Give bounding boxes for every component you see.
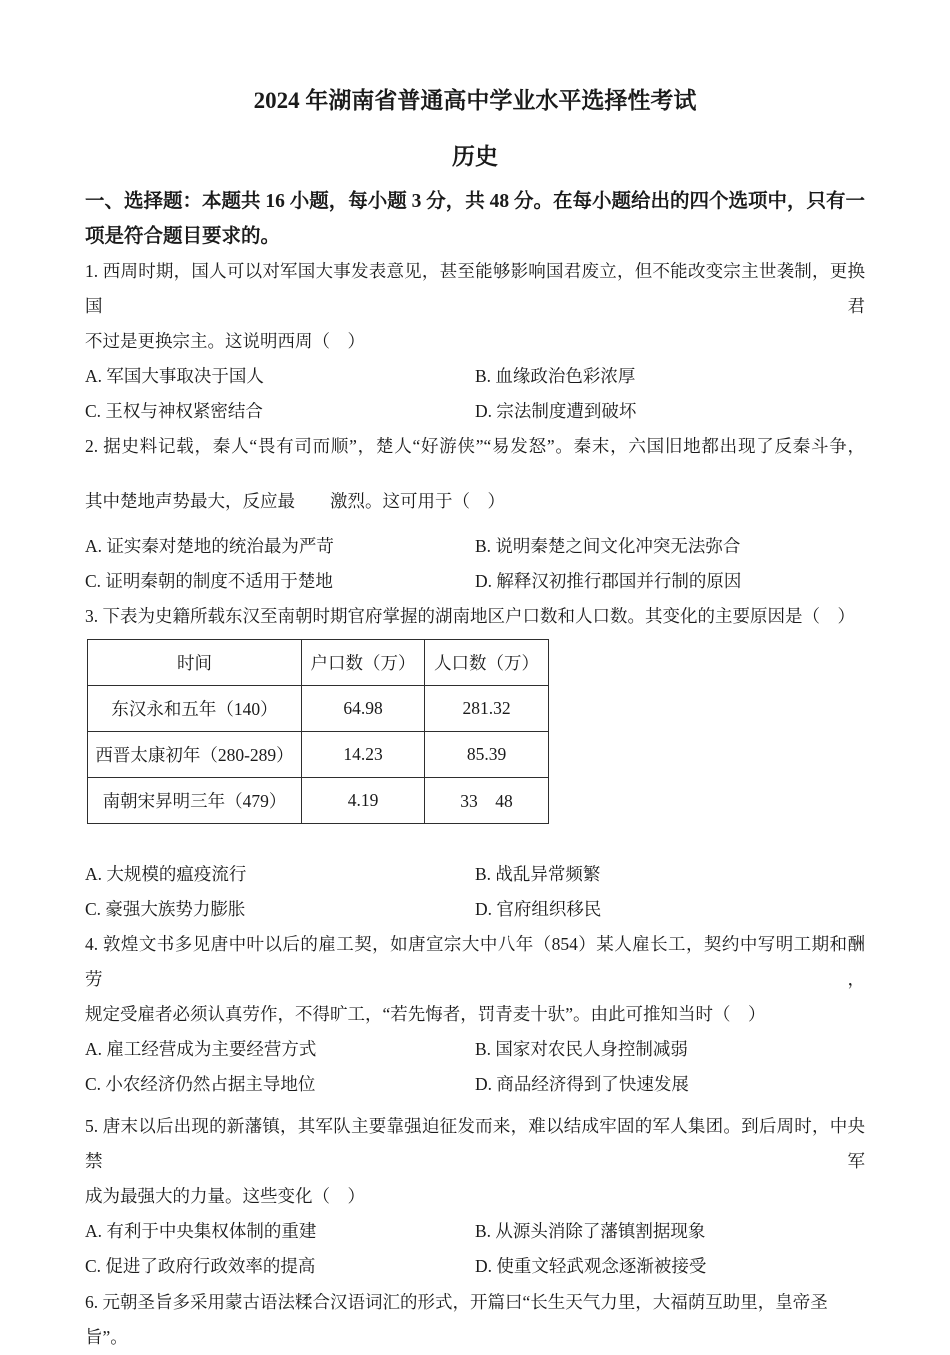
question-4-option-d: D. 商品经济得到了快速发展 bbox=[475, 1074, 689, 1094]
question-6 bbox=[85, 1285, 865, 1355]
question-2-stem-line-1: 2. 据史料记载，秦人“畏有司而顺”，楚人“好游侠”“易发怒”。秦末，六国旧地都出现了反秦斗争， bbox=[85, 436, 865, 456]
question-1-stem-line-2: 不过是更换宗主。这说明西周（ ） bbox=[85, 331, 365, 351]
exam-subject: 历史 bbox=[452, 144, 498, 169]
question-5-option-b: B. 从源头消除了藩镇割据现象 bbox=[475, 1221, 706, 1241]
question-3 bbox=[85, 599, 865, 927]
question-3-option-b: B. 战乱异常频繁 bbox=[475, 864, 601, 884]
table-cell-population-3: 33 48 bbox=[425, 778, 549, 824]
table-cell-period-1: 东汉永和五年（140） bbox=[88, 686, 302, 732]
section-header: 一、选择题：本题共 16 小题，每小题 3 分，共 48 分。在每小题给出的四个选项中，只有一项是符合题目要求的。 bbox=[85, 191, 866, 247]
question-3-options-row-1 bbox=[85, 857, 865, 892]
question-4-option-a: A. 雇工经营成为主要经营方式 bbox=[85, 1039, 317, 1059]
question-1-option-b: B. 血缘政治色彩浓厚 bbox=[475, 366, 636, 386]
question-5-option-a: A. 有利于中央集权体制的重建 bbox=[85, 1221, 317, 1241]
question-1 bbox=[85, 254, 865, 429]
question-4-option-b: B. 国家对农民人身控制减弱 bbox=[475, 1039, 688, 1059]
table-cell-population-1: 281.32 bbox=[425, 686, 549, 732]
question-4-stem-line-1: 4. 敦煌文书多见唐中叶以后的雇工契，如唐宣宗大中八年（854）某人雇长工，契约中写明工期和酬劳， bbox=[85, 934, 865, 989]
table-header-time: 时间 bbox=[88, 640, 302, 686]
question-5-options-row-1 bbox=[85, 1214, 865, 1249]
question-3-option-c: C. 豪强大族势力膨胀 bbox=[85, 899, 246, 919]
question-1-options-row-1 bbox=[85, 359, 865, 394]
question-4-options bbox=[85, 1032, 865, 1102]
question-1-options bbox=[85, 359, 865, 429]
table-row bbox=[88, 732, 549, 778]
table-cell-period-3: 南朝宋昇明三年（479） bbox=[88, 778, 302, 824]
question-4-options-row-2 bbox=[85, 1067, 865, 1102]
population-table bbox=[87, 639, 549, 824]
question-2 bbox=[85, 429, 865, 599]
question-4-option-c: C. 小农经济仍然占据主导地位 bbox=[85, 1074, 316, 1094]
question-1-option-d: D. 宗法制度遭到破坏 bbox=[475, 401, 637, 421]
question-5-stem-line-1: 5. 唐末以后出现的新藩镇，其军队主要靠强迫征发而来，难以结成牢固的军人集团。到后周时，中央禁军 bbox=[85, 1116, 865, 1171]
table-cell-households-3: 4.19 bbox=[302, 778, 425, 824]
question-2-options-row-2 bbox=[85, 564, 865, 599]
question-2-option-b: B. 说明秦楚之间文化冲突无法弥合 bbox=[475, 536, 741, 556]
table-header-households: 户口数（万） bbox=[302, 640, 425, 686]
question-2-option-c: C. 证明秦朝的制度不适用于楚地 bbox=[85, 571, 333, 591]
question-3-option-a: A. 大规模的瘟疫流行 bbox=[85, 864, 247, 884]
question-5-options bbox=[85, 1214, 865, 1284]
question-1-options-row-2 bbox=[85, 394, 865, 429]
question-3-options-row-2 bbox=[85, 892, 865, 927]
question-5 bbox=[85, 1109, 865, 1284]
question-1-option-c: C. 王权与神权紧密结合 bbox=[85, 401, 263, 421]
question-2-options-row-1 bbox=[85, 529, 865, 564]
question-2-stem-line-2: 其中楚地声势最大，反应最 激烈。这可用于（ ） bbox=[85, 491, 505, 511]
question-4-stem-line-2: 规定受雇者必须认真劳作，不得旷工，“若先悔者，罚青麦十驮”。由此可推知当时（ ） bbox=[85, 1004, 766, 1024]
question-3-stem-line-1: 3. 下表为史籍所载东汉至南朝时期官府掌握的湖南地区户口数和人口数。其变化的主要原因是（ ） bbox=[85, 606, 855, 626]
question-4-options-row-1 bbox=[85, 1032, 865, 1067]
question-1-stem-line-1: 1. 西周时期，国人可以对军国大事发表意见，甚至能够影响国君废立，但不能改变宗主世袭制，更换国君 bbox=[85, 261, 865, 316]
table-row bbox=[88, 686, 549, 732]
question-4 bbox=[85, 927, 865, 1102]
question-3-option-d: D. 官府组织移民 bbox=[475, 899, 602, 919]
question-5-option-d: D. 使重文轻武观念逐渐被接受 bbox=[475, 1256, 707, 1276]
table-cell-households-2: 14.23 bbox=[302, 732, 425, 778]
question-2-options bbox=[85, 529, 865, 599]
population-table-header-row bbox=[88, 640, 549, 686]
question-5-options-row-2 bbox=[85, 1249, 865, 1284]
table-row bbox=[88, 778, 549, 824]
question-2-option-a: A. 证实秦对楚地的统治最为严苛 bbox=[85, 536, 334, 556]
table-cell-population-2: 85.39 bbox=[425, 732, 549, 778]
exam-title: 2024 年湖南省普通高中学业水平选择性考试 bbox=[253, 88, 697, 113]
table-cell-households-1: 64.98 bbox=[302, 686, 425, 732]
question-3-options bbox=[85, 857, 865, 927]
table-cell-period-2: 西晋太康初年（280-289） bbox=[88, 732, 302, 778]
question-2-option-d: D. 解释汉初推行郡国并行制的原因 bbox=[475, 571, 742, 591]
question-5-option-c: C. 促进了政府行政效率的提高 bbox=[85, 1256, 316, 1276]
question-6-stem-line-1: 6. 元朝圣旨多采用蒙古语法糅合汉语词汇的形式，开篇曰“长生天气力里，大福荫互助里，皇帝圣旨”。 bbox=[85, 1292, 828, 1347]
question-5-stem-line-2: 成为最强大的力量。这些变化（ ） bbox=[85, 1186, 365, 1206]
question-1-option-a: A. 军国大事取决于国人 bbox=[85, 366, 264, 386]
table-header-population: 人口数（万） bbox=[425, 640, 549, 686]
